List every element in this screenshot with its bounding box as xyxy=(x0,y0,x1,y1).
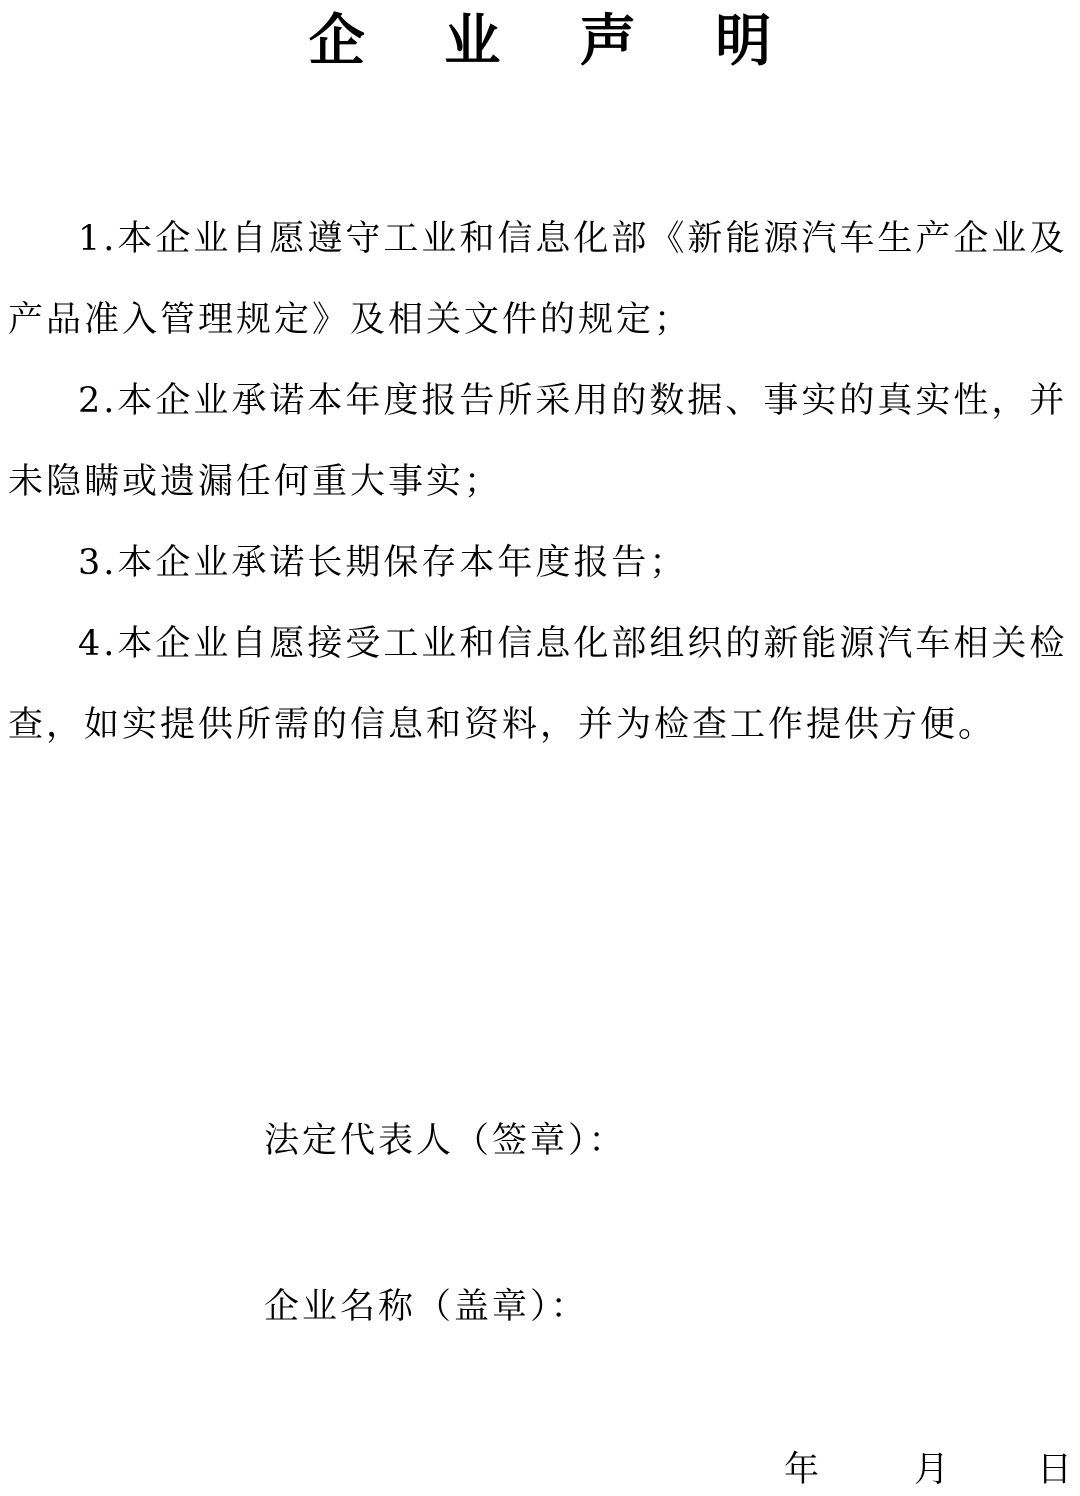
date-year-label: 年 xyxy=(784,1450,820,1490)
date-line xyxy=(0,1446,1080,1494)
declaration-item-2: 2.本企业承诺本年度报告所采用的数据、事实的真实性，并未隐瞒或遗漏任何重大事实； xyxy=(8,381,1068,502)
declaration-item-3: 3.本企业承诺长期保存本年度报告； xyxy=(78,543,688,583)
declaration-item-4: 4.本企业自愿接受工业和信息化部组织的新能源汽车相关检查，如实提供所需的信息和资料，并为检查工作提供方便。 xyxy=(8,624,1068,745)
declaration-item-1: 1.本企业自愿遵守工业和信息化部《新能源汽车生产企业及产品准入管理规定》及相关文件的规定； xyxy=(8,219,1068,340)
document-title: 企 业 声 明 xyxy=(308,9,802,74)
declaration-body xyxy=(8,199,1072,766)
date-month-label: 月 xyxy=(914,1450,950,1490)
company-name-seal-label: 企业名称（盖章）： xyxy=(264,1287,589,1327)
legal-representative-signature-label: 法定代表人（签章）： xyxy=(264,1121,627,1161)
date-day-label: 日 xyxy=(1037,1450,1073,1490)
